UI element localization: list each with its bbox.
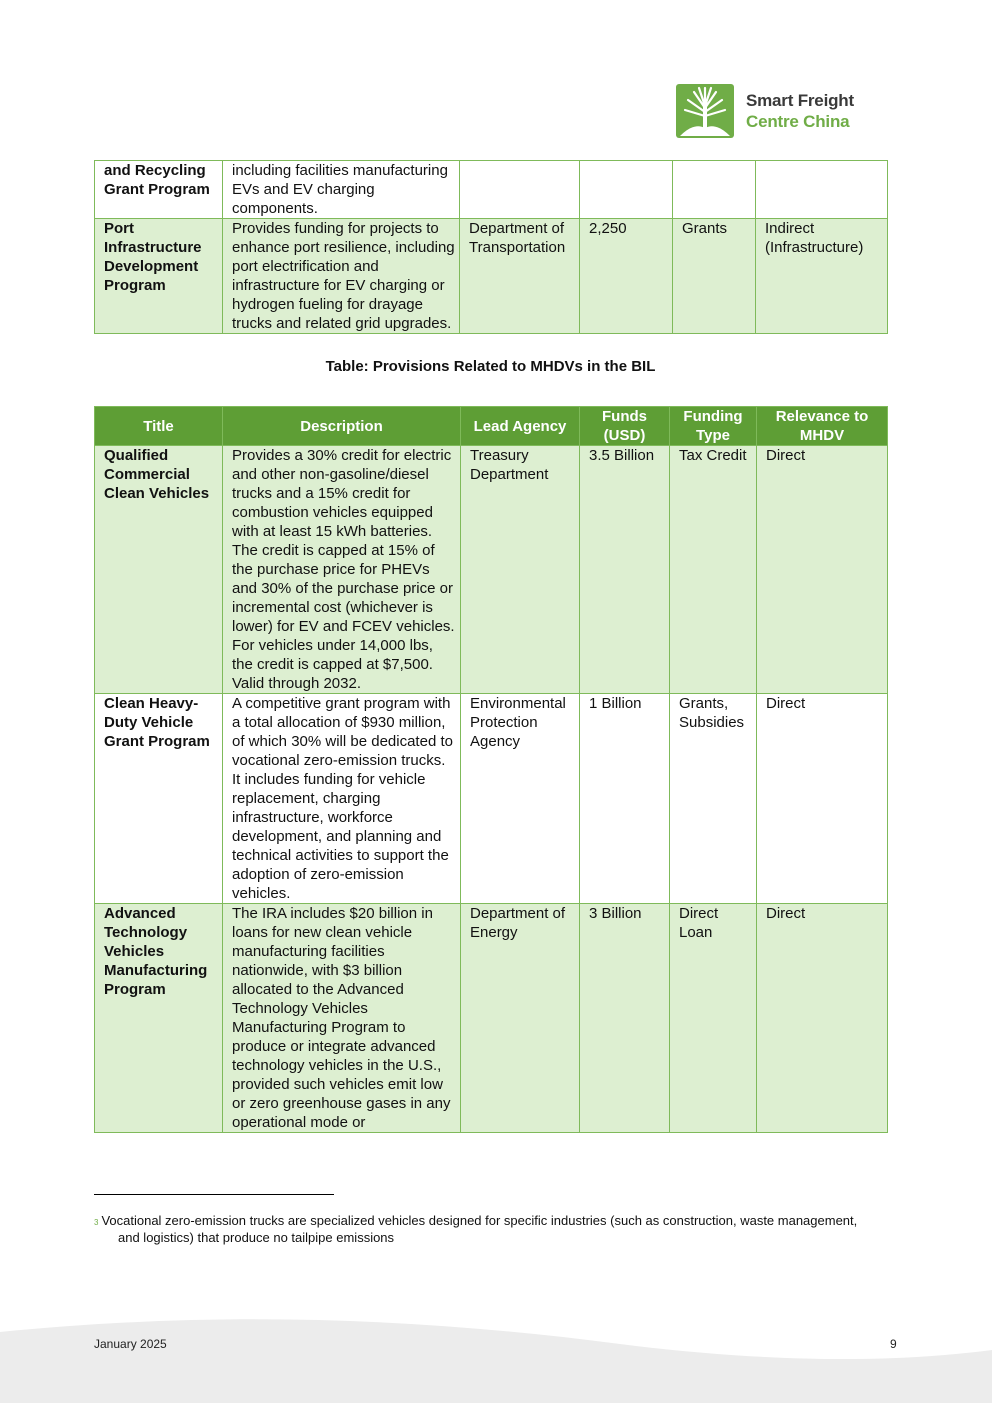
table-row [95,219,888,334]
logo-line1: Smart Freight [746,91,854,110]
header-lead-agency: Lead Agency [461,407,580,446]
cell-relevance: Direct [757,904,888,1133]
header-description: Description [223,407,461,446]
table-row [95,446,888,694]
cell-title: and Recycling Grant Program [95,161,223,219]
page-number: 9 [890,1337,897,1351]
cell-relevance: Direct [757,694,888,904]
header-title: Title [95,407,223,446]
header-funds: Funds (USD) [580,407,670,446]
tree-icon [676,84,734,138]
cell-funds: 3 Billion [580,904,670,1133]
footnote-separator [94,1194,334,1195]
cell-agency: Environmental Protection Agency [461,694,580,904]
footer-date: January 2025 [94,1337,167,1351]
cell-type: Tax Credit [670,446,757,694]
table-caption: Table: Provisions Related to MHDVs in the BIL [325,358,656,375]
cell-relevance [756,161,888,219]
cell-type: Grants, Subsidies [670,694,757,904]
footnote-marker: 3 [94,1218,99,1227]
cell-funds: 2,250 [580,219,673,334]
cell-funds [580,161,673,219]
footer-wave [0,1310,992,1403]
table-row [95,161,888,219]
cell-title: Port Infrastructure Development Program [95,219,223,334]
cell-description: including facilities manufacturing EVs and EV charging components. [223,161,460,219]
cell-description: Provides a 30% credit for electric and other non-gasoline/diesel trucks and a 15% credit for combustion vehicles equipped with at least 15 kWh batteries. The credit is capped at 15% of the purchase price for PHEVs and 30% of the purchase price or incremental cost (whichever is lower) for EV and FCEV vehicles. For vehicles under 14,000 lbs, the credit is capped at $7,500. Valid through 2032. [223,446,461,694]
cell-agency [460,161,580,219]
logo-line2: Centre China [746,112,850,131]
cell-title: Qualified Commercial Clean Vehicles [95,446,223,694]
continued-table [94,160,888,334]
header-relevance: Relevance to MHDV [757,407,888,446]
header-funding-type: Funding Type [670,407,757,446]
cell-type: Direct Loan [670,904,757,1133]
footnote-line2: and logistics) that produce no tailpipe emissions [118,1230,395,1245]
cell-relevance: Indirect (Infrastructure) [756,219,888,334]
table-header-row [95,407,888,446]
cell-description: Provides funding for projects to enhance port resilience, including port electrification and infrastructure for EV charging or hydrogen fueling for drayage trucks and related grid upgrades. [223,219,460,334]
cell-description: A competitive grant program with a total allocation of $930 million, of which 30% will be dedicated to vocational zero-emission trucks. It includes funding for vehicle replacement, charging infrastructure, workforce development, and planning and technical activities to support the adoption of zero-emission vehicles. [223,694,461,904]
cell-agency: Department of Transportation [460,219,580,334]
table-row [95,904,888,1133]
footnote-line1: Vocational zero-emission trucks are specialized vehicles designed for specific industries (such as construction, waste management, [101,1213,858,1228]
footnote [94,1212,894,1246]
company-logo [676,84,876,140]
cell-type [673,161,756,219]
cell-relevance: Direct [757,446,888,694]
cell-agency: Department of Energy [461,904,580,1133]
cell-title: Advanced Technology Vehicles Manufacturing Program [95,904,223,1133]
ira-provisions-table [94,406,888,1133]
cell-agency: Treasury Department [461,446,580,694]
cell-type: Grants [673,219,756,334]
cell-title: Clean Heavy-Duty Vehicle Grant Program [95,694,223,904]
cell-funds: 3.5 Billion [580,446,670,694]
cell-description: The IRA includes $20 billion in loans for new clean vehicle manufacturing facilities nationwide, with $3 billion allocated to the Advanced Technology Vehicles Manufacturing Program to produce or integrate advanced technology vehicles in the U.S., provided such vehicles emit low or zero greenhouse gases in any operational mode or [223,904,461,1133]
logo-wordmark [746,90,854,132]
table-row [95,694,888,904]
cell-funds: 1 Billion [580,694,670,904]
